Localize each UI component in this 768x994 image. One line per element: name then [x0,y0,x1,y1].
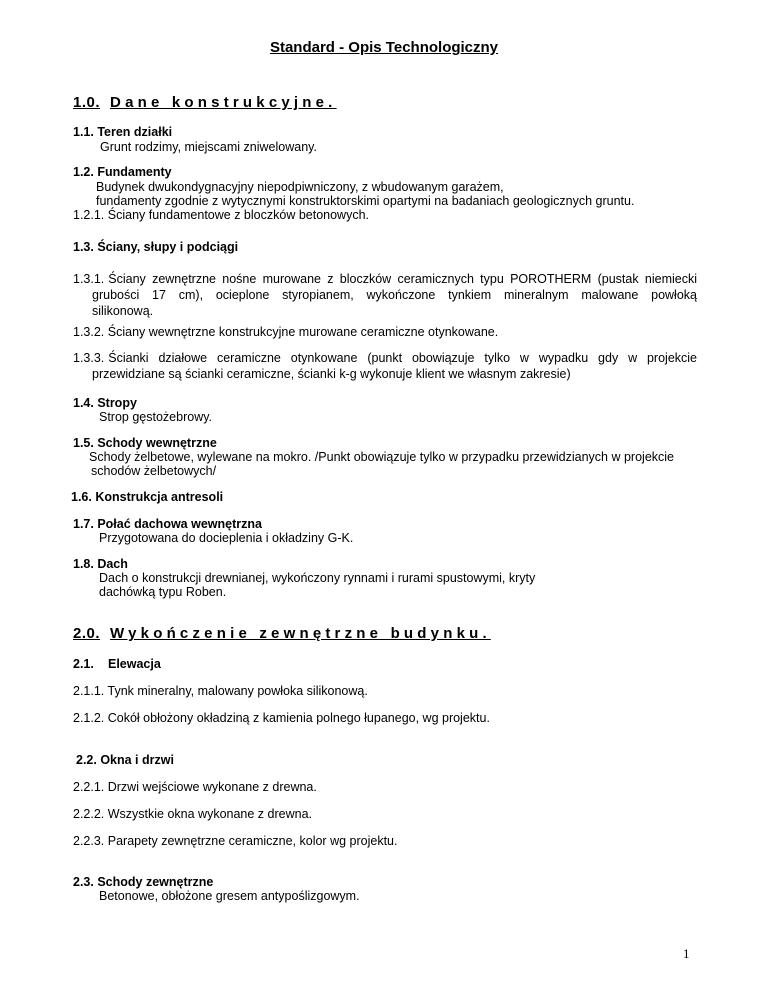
subsection-1-7-heading: 1.7. Połać dachowa wewnętrzna [73,517,262,531]
subsection-2-1-title: Elewacja [108,657,161,671]
subsection-1-3-3-line-1 [73,350,697,366]
subsection-1-3-1-line-1 [73,271,697,287]
section-1-number: 1.0. [73,94,101,111]
subsection-1-3-3-number: 1.3.3. [73,351,105,365]
subsection-2-3-heading: 2.3. Schody zewnętrzne [73,875,214,889]
subsection-2-3-text: Betonowe, obłożone gresem antypoślizgowym. [99,889,360,903]
subsection-1-3-heading: 1.3. Ściany, słupy i podciągi [73,240,239,254]
subsection-1-3-1-line-2: grubości 17 cm), ocieplone styropianem, wykończone tynkiem mineralnym malowane powłoką [92,288,697,302]
subsection-1-8-line-1: Dach o konstrukcji drewnianej, wykończony rynnami i rurami spustowymi, kryty [99,571,536,585]
section-1-title: Dane konstrukcyjne. [110,94,337,111]
subsection-1-4-heading: 1.4. Stropy [73,396,137,410]
subsection-1-5-line-1: Schody żelbetowe, wylewane na mokro. /Punkt obowiązuje tylko w przypadku przewidzianych w projekcie [89,450,675,464]
subsection-1-2-1: 1.2.1. Ściany fundamentowe z bloczków betonowych. [73,208,370,222]
page-number: 1 [683,946,690,961]
section-2-number: 2.0. [73,625,101,642]
subsection-1-6-heading: 1.6. Konstrukcja antresoli [71,490,224,504]
subsection-2-2-heading: 2.2. Okna i drzwi [76,753,174,767]
subsection-1-7-text: Przygotowana do docieplenia i okładziny G-K. [99,531,354,545]
subsection-1-8-line-2: dachówką typu Roben. [99,585,227,599]
subsection-1-4-text: Strop gęstożebrowy. [99,410,213,424]
section-1-heading [73,95,337,111]
subsection-2-1-2: 2.1.2. Cokół obłożony okładziną z kamienia polnego łupanego, wg projektu. [73,711,490,725]
subsection-1-2-line-2: fundamenty zgodnie z wytycznymi konstruktorskimi opartymi na badaniach geologicznych gruntu. [96,194,635,208]
subsection-1-8-heading: 1.8. Dach [73,557,128,571]
section-2-title: Wykończenie zewnętrzne budynku. [110,625,491,642]
subsection-1-3-3-text-1: Ścianki działowe ceramiczne otynkowane (punkt obowiązuje tylko w wypadku gdy w projekcie [108,351,697,365]
section-2-heading [73,626,491,642]
subsection-2-2-2: 2.2.2. Wszystkie okna wykonane z drewna. [73,807,313,821]
subsection-1-1-heading: 1.1. Teren działki [73,125,173,139]
subsection-2-1-number: 2.1. [73,657,94,671]
document-title: Standard - Opis Technologiczny [269,39,499,56]
subsection-1-3-1-text-1: Ściany zewnętrzne nośne murowane z bloczków ceramicznych typu POROTHERM (pustak niemiecki [108,272,697,286]
subsection-2-2-1: 2.2.1. Drzwi wejściowe wykonane z drewna. [73,780,317,794]
subsection-2-2-3: 2.2.3. Parapety zewnętrzne ceramiczne, kolor wg projektu. [73,834,398,848]
subsection-1-1-text: Grunt rodzimy, miejscami zniwelowany. [100,140,317,154]
subsection-1-5-line-2: schodów żelbetowych/ [91,464,217,478]
subsection-1-3-2: 1.3.2. Ściany wewnętrzne konstrukcyjne murowane ceramiczne otynkowane. [73,325,499,339]
subsection-1-5-heading: 1.5. Schody wewnętrzne [73,436,217,450]
subsection-2-1-1: 2.1.1. Tynk mineralny, malowany powłoka silikonową. [73,684,368,698]
subsection-1-3-3-line-2: przewidziane są ścianki ceramiczne, ścianki k-g wykonuje klient we własnym zakresie) [92,367,571,381]
subsection-1-2-line-1: Budynek dwukondygnacyjny niepodpiwniczony, z wbudowanym garażem, [96,180,504,194]
subsection-1-2-heading: 1.2. Fundamenty [73,165,172,179]
subsection-1-3-1-line-3: silikonową. [92,304,154,318]
subsection-1-3-3 [73,350,697,382]
subsection-1-3-1-number: 1.3.1. [73,272,105,286]
subsection-1-3-1 [73,271,697,319]
